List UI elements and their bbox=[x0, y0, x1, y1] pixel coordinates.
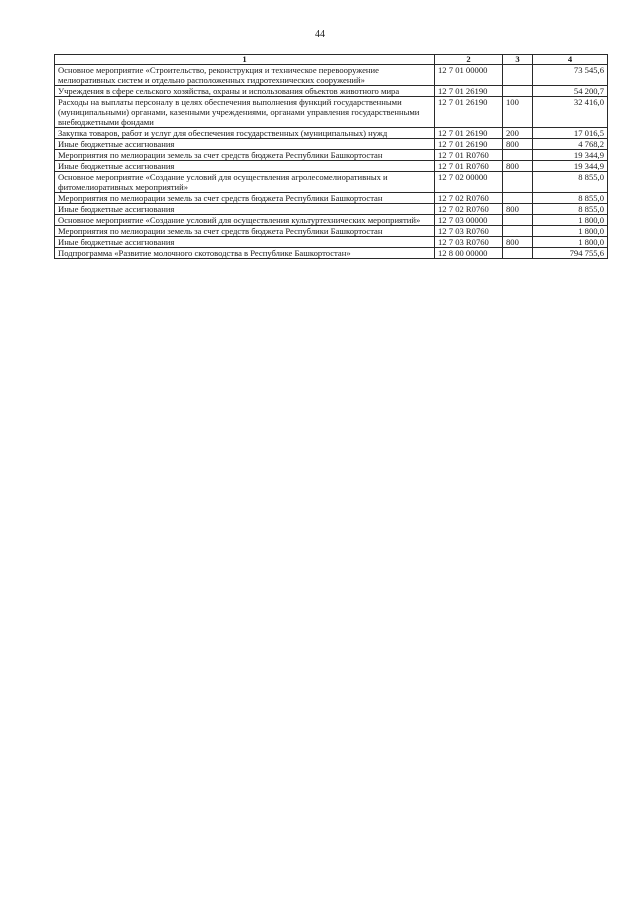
item-name: Мероприятия по мелиорации земель за счет средств бюджета Республики Башкортостан bbox=[55, 150, 435, 161]
expense-type bbox=[503, 215, 533, 226]
expense-type bbox=[503, 150, 533, 161]
expense-type: 800 bbox=[503, 204, 533, 215]
table-row bbox=[55, 172, 608, 193]
amount: 17 016,5 bbox=[533, 128, 608, 139]
table-row bbox=[55, 215, 608, 226]
item-name: Основное мероприятие «Создание условий для осуществления агролесомелиоративных и фитомелиоративных мероприятий» bbox=[55, 172, 435, 193]
amount: 8 855,0 bbox=[533, 172, 608, 193]
amount: 73 545,6 bbox=[533, 65, 608, 86]
amount: 1 800,0 bbox=[533, 226, 608, 237]
item-name: Иные бюджетные ассигнования bbox=[55, 161, 435, 172]
target-code: 12 7 01 00000 bbox=[435, 65, 503, 86]
item-name: Закупка товаров, работ и услуг для обеспечения государственных (муниципальных) нужд bbox=[55, 128, 435, 139]
item-name: Расходы на выплаты персоналу в целях обеспечения выполнения функций государственными (муниципальными) органами, казенными учреждениями, органами управления государственными внебюджетными фондами bbox=[55, 97, 435, 128]
table-row bbox=[55, 248, 608, 259]
table-row bbox=[55, 161, 608, 172]
target-code: 12 7 02 R0760 bbox=[435, 193, 503, 204]
header-col-1: 1 bbox=[55, 55, 435, 65]
amount: 4 768,2 bbox=[533, 139, 608, 150]
expense-type bbox=[503, 65, 533, 86]
expense-type: 100 bbox=[503, 97, 533, 128]
expense-type: 800 bbox=[503, 139, 533, 150]
amount: 19 344,9 bbox=[533, 150, 608, 161]
expense-type bbox=[503, 86, 533, 97]
amount: 1 800,0 bbox=[533, 215, 608, 226]
expense-type bbox=[503, 248, 533, 259]
table-row bbox=[55, 226, 608, 237]
expense-type: 800 bbox=[503, 161, 533, 172]
item-name: Основное мероприятие «Создание условий для осуществления культуртехнических мероприятий» bbox=[55, 215, 435, 226]
budget-table bbox=[54, 54, 608, 259]
item-name: Иные бюджетные ассигнования bbox=[55, 237, 435, 248]
expense-type: 200 bbox=[503, 128, 533, 139]
amount: 8 855,0 bbox=[533, 204, 608, 215]
amount: 8 855,0 bbox=[533, 193, 608, 204]
target-code: 12 8 00 00000 bbox=[435, 248, 503, 259]
target-code: 12 7 03 R0760 bbox=[435, 237, 503, 248]
amount: 1 800,0 bbox=[533, 237, 608, 248]
item-name: Основное мероприятие «Строительство, реконструкция и техническое перевооружение мелиоративных систем и отдельно расположенных гидротехнических сооружений» bbox=[55, 65, 435, 86]
item-name: Иные бюджетные ассигнования bbox=[55, 204, 435, 215]
item-name: Подпрограмма «Развитие молочного скотоводства в Республике Башкортостан» bbox=[55, 248, 435, 259]
item-name: Мероприятия по мелиорации земель за счет средств бюджета Республики Башкортостан bbox=[55, 193, 435, 204]
item-name: Учреждения в сфере сельского хозяйства, охраны и использования объектов животного мира bbox=[55, 86, 435, 97]
table-body bbox=[55, 65, 608, 259]
target-code: 12 7 02 R0760 bbox=[435, 204, 503, 215]
amount: 54 200,7 bbox=[533, 86, 608, 97]
header-col-2: 2 bbox=[435, 55, 503, 65]
target-code: 12 7 01 26190 bbox=[435, 139, 503, 150]
expense-type bbox=[503, 226, 533, 237]
target-code: 12 7 01 R0760 bbox=[435, 161, 503, 172]
table-row bbox=[55, 86, 608, 97]
table-row bbox=[55, 139, 608, 150]
amount: 794 755,6 bbox=[533, 248, 608, 259]
table-row bbox=[55, 65, 608, 86]
amount: 32 416,0 bbox=[533, 97, 608, 128]
page-number: 44 bbox=[315, 29, 325, 40]
target-code: 12 7 01 26190 bbox=[435, 128, 503, 139]
table-row bbox=[55, 193, 608, 204]
target-code: 12 7 03 00000 bbox=[435, 215, 503, 226]
target-code: 12 7 03 R0760 bbox=[435, 226, 503, 237]
target-code: 12 7 01 26190 bbox=[435, 97, 503, 128]
table-row bbox=[55, 128, 608, 139]
table-row bbox=[55, 150, 608, 161]
header-row bbox=[55, 55, 608, 65]
amount: 19 344,9 bbox=[533, 161, 608, 172]
header-col-4: 4 bbox=[533, 55, 608, 65]
item-name: Мероприятия по мелиорации земель за счет средств бюджета Республики Башкортостан bbox=[55, 226, 435, 237]
header-col-3: 3 bbox=[503, 55, 533, 65]
expense-type bbox=[503, 172, 533, 193]
table-row bbox=[55, 97, 608, 128]
table-row bbox=[55, 204, 608, 215]
table-header bbox=[55, 55, 608, 65]
expense-type: 800 bbox=[503, 237, 533, 248]
item-name: Иные бюджетные ассигнования bbox=[55, 139, 435, 150]
target-code: 12 7 01 26190 bbox=[435, 86, 503, 97]
expense-type bbox=[503, 193, 533, 204]
table-row bbox=[55, 237, 608, 248]
target-code: 12 7 01 R0760 bbox=[435, 150, 503, 161]
target-code: 12 7 02 00000 bbox=[435, 172, 503, 193]
